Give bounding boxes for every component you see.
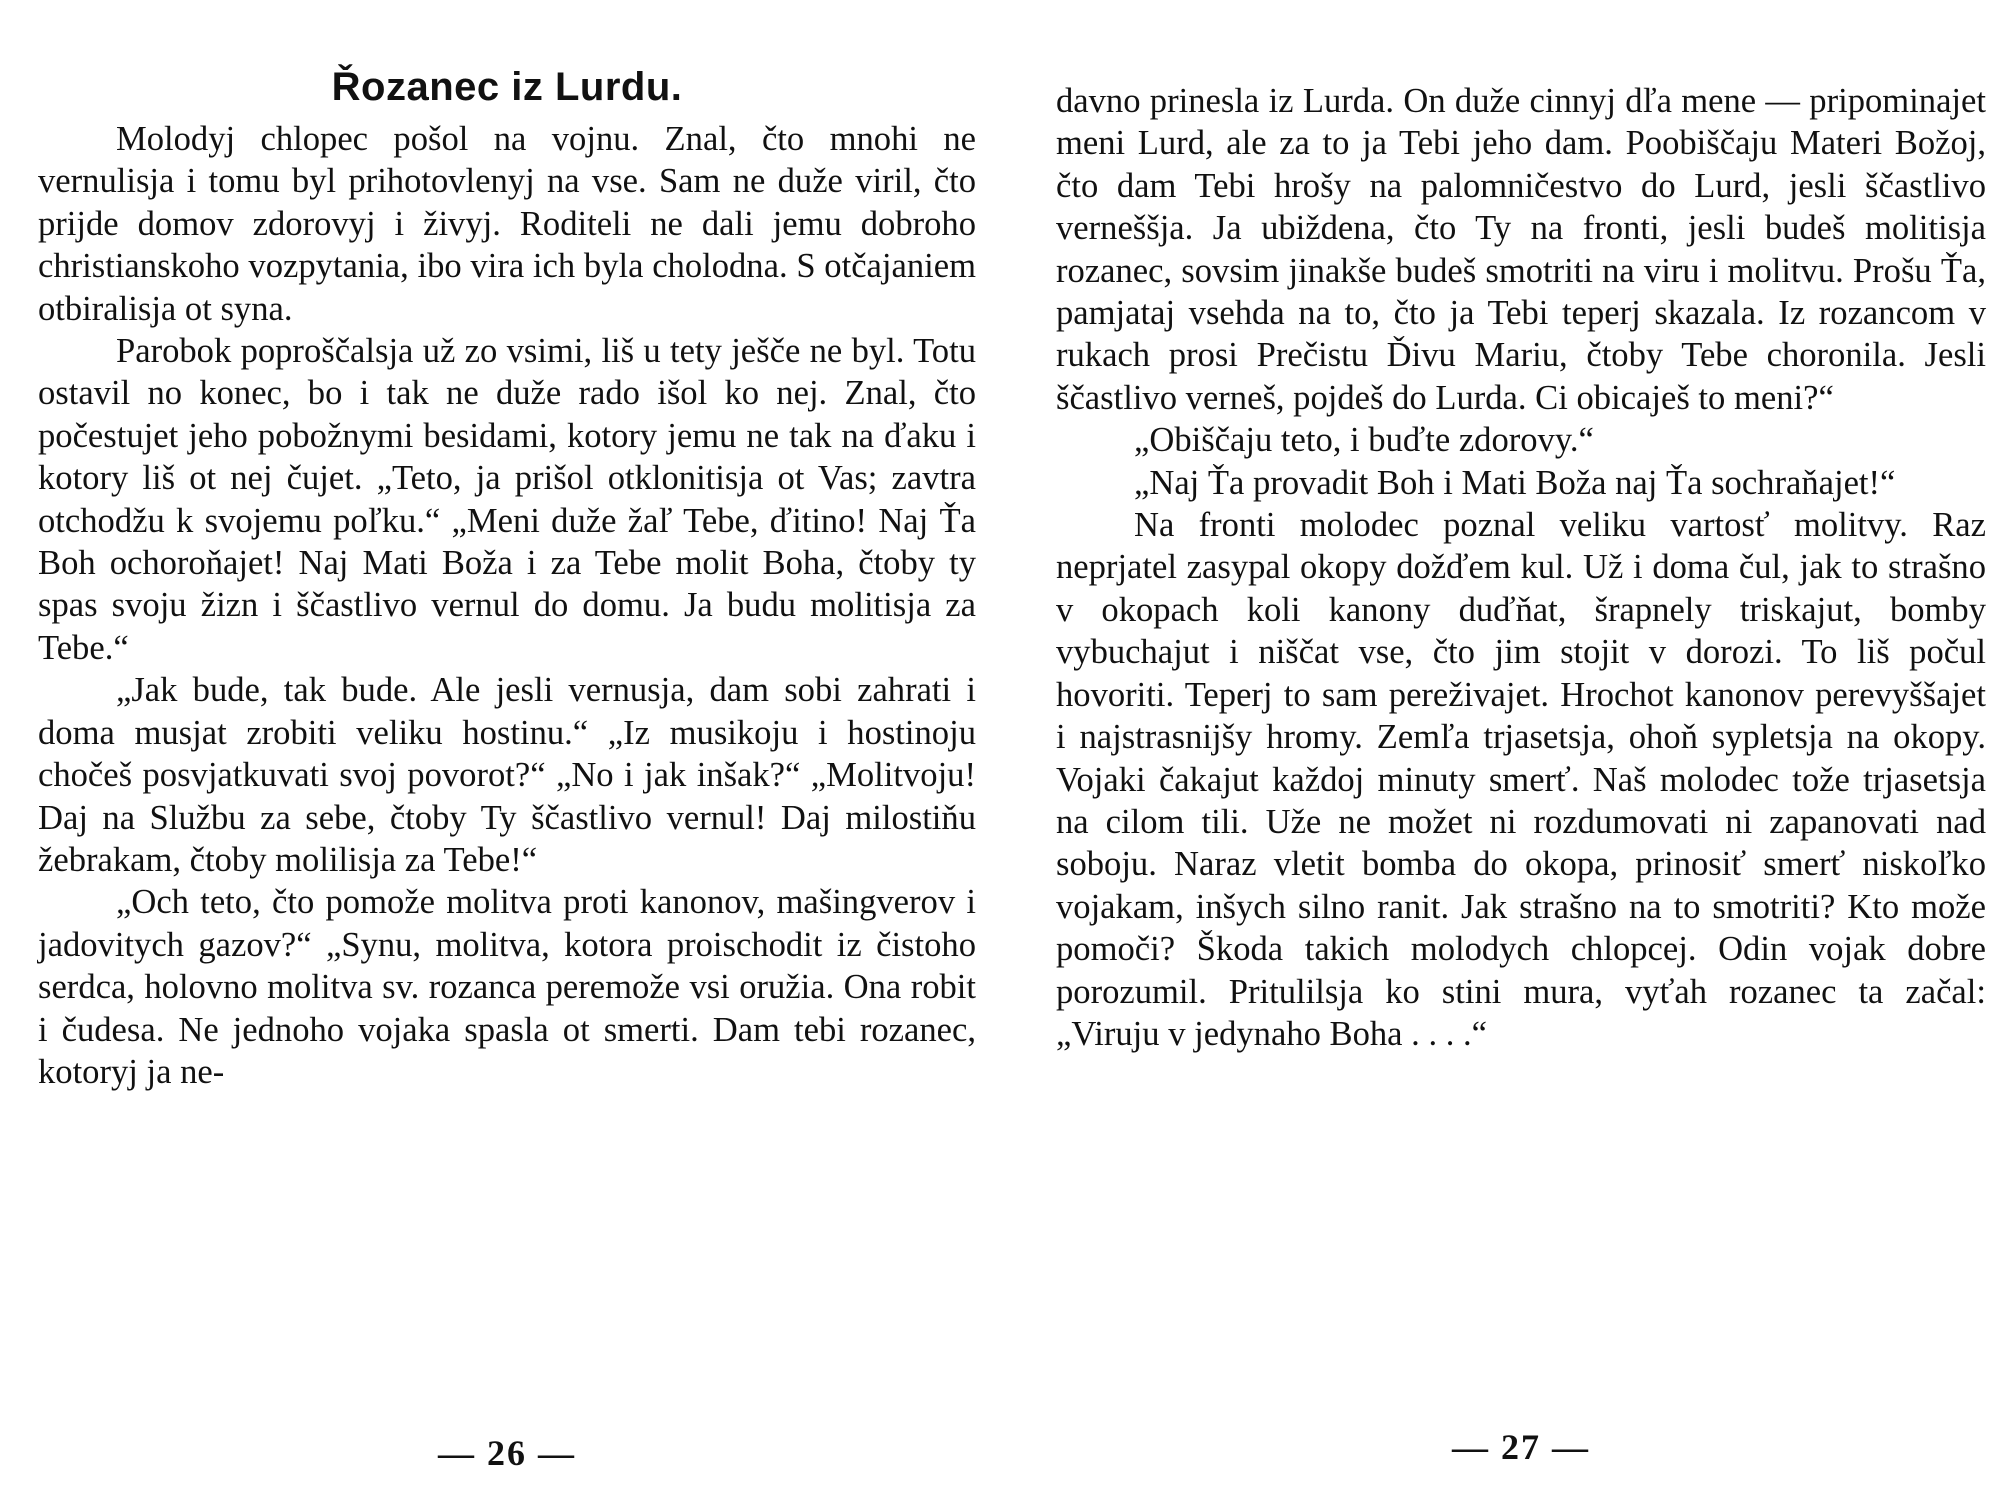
paragraph: „Jak bude, tak bude. Ale jesli vernusja, dam sobi zahrati i doma musjat zrobiti veliku hostinu.“ „Iz musikoju i hostinoju chočeš posvjatkuvati svoj povorot?“ „No i jak inšak?“ „Molitvoju! Daj na Službu za sebe, čtoby Ty ščastlivo vernul! Daj milostiňu žebrakam, čtoby molilisja za Tebe!“: [38, 671, 976, 879]
paragraph: Na fronti molodec poznal veliku vartosť molitvy. Raz neprjatel zasypal okopy dožďem kul. Už i doma čul, jak to strašno v okopach koli kanony duďňat, šrapnely triskajut, bomby vybuchajut i niščat vse, čto jim stojit v dorozi. To liš počul hovoriti. Teperj to sam pereživajet. Hrochot kanonov perevyššajet i najstrasnijšy hromy. Zemľa trjasetsja, ohoň sypletsja na okopy. Vojaki čakajut každoj minuty smerť. Naš molodec tože trjasetsja na cilom tili. Uže ne možet ni rozdumovati ni zapanovati nad soboju. Naraz vletit bomba do okopa, prinosiť smerť niskoľko vojakam, inšych silno ranit. Jak strašno na to smotriti? Kto može pomoči? Škoda takich molodych chlopcej. Odin vojak dobre porozumil. Pritulilsja ko stini mura, vyťah rozanec ta začal: „Viruju v jedynaho Boha . . . .“: [1056, 506, 1986, 1053]
paragraph: Parobok poproščalsja už zo vsimi, liš u tety ješče ne byl. Totu ostavil no konec, bo i tak ne duže rado išol ko nej. Znal, čto počestujet jeho pobožnymi besidami, kotory jemu ne tak na ďaku i kotory liš ot nej čujet. „Teto, ja prišol otklonitisja ot Vas; zavtra otchodžu k svojemu poľku.“ „Meni duže žaľ Tebe, ďitino! Naj Ťa Boh ochoroňajet! Naj Mati Boža i za Tebe molit Boha, čtoby ty spas svoju žizn i ščastlivo vernul do domu. Ja budu molitisja za Tebe.“: [38, 332, 976, 667]
left-page: [38, 0, 976, 1500]
page-number: — 27 —: [1452, 1427, 1590, 1467]
chapter-title: Řozanec iz Lurdu.: [331, 65, 683, 109]
left-page-text: [38, 118, 976, 1093]
right-page-text: [1056, 80, 1986, 1055]
paragraph: Molodyj chlopec pošol na vojnu. Znal, čto mnohi ne vernulisja i tomu byl prihotovlenyj na vse. Sam ne duže viril, čto prijde domov zdorovyj i živyj. Roditeli ne dali jemu dobroho christianskoho vozpytania, ibo vira ich byla cholodna. S otčajaniem otbiralisja ot syna.: [38, 120, 976, 328]
right-page: [1056, 0, 1986, 1500]
paragraph: „Obiščaju teto, i buďte zdorovy.“: [1134, 421, 1594, 460]
page-number: — 26 —: [438, 1433, 576, 1473]
paragraph: „Naj Ťa provadit Boh i Mati Boža naj Ťa sochraňajet!“: [1134, 463, 1896, 502]
paragraph: davno prinesla iz Lurda. On duže cinnyj dľa mene — pripominajet meni Lurd, ale za to ja Tebi jeho dam. Poobiščaju Materi Božoj, čto dam Tebi hrošy na palomničestvo do Lurd, jesli ščastlivo verneššja. Ja ubiždena, čto Ty na fronti, jesli budeš molitisja rozanec, sovsim jinakše budeš smotriti na viru i molitvu. Prošu Ťa, pamjataj vsehda na to, čto ja Tebi teperj skazala. Iz rozancom v rukach prosi Prečistu Ďivu Mariu, čtoby Tebe choronila. Jesli ščastlivo verneš, pojdeš do Lurda. Ci obicaješ to meni?“: [1056, 82, 1986, 417]
paragraph: „Och teto, čto pomože molitva proti kanonov, mašingverov i jadovitych gazov?“ „Synu, molitva, kotora proischodit iz čistoho serdca, holovno molitva sv. rozanca peremože vsi oružia. Ona robit i čudesa. Ne jednoho vojaka spasla ot smerti. Dam tebi rozanec, kotoryj ja ne-: [38, 883, 976, 1091]
